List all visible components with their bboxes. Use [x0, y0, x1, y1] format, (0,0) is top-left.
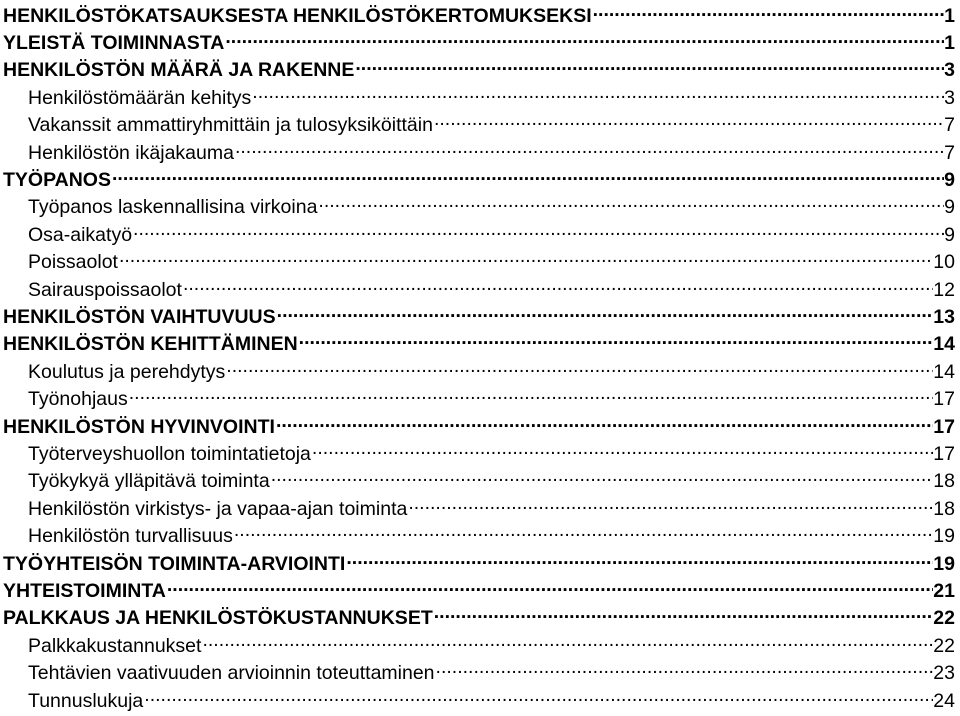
toc-page-number: 3 [944, 86, 955, 109]
toc-page-number: 21 [933, 579, 955, 602]
toc-dot-leader [224, 29, 944, 49]
toc-entry-title: Tunnuslukuja [28, 689, 144, 712]
toc-entry[interactable] [0, 605, 955, 632]
toc-entry-title: Henkilöstömäärän kehitys [28, 86, 252, 109]
toc-entry-title: YLEISTÄ TOIMINNASTA [3, 31, 225, 54]
toc-entry-title: Osa-aikatyö [28, 223, 133, 246]
toc-dot-leader [433, 112, 944, 132]
toc-entry-title: TYÖPANOS [3, 168, 111, 191]
toc-dot-leader [276, 303, 934, 323]
toc-page-number: 9 [944, 223, 955, 246]
toc-page-number: 18 [933, 470, 955, 493]
toc-entry-title: HENKILÖSTÖN VAIHTUVUUS [3, 305, 276, 328]
toc-entry-title: PALKKAUS JA HENKILÖSTÖKUSTANNUKSET [3, 607, 433, 630]
toc-entry[interactable] [0, 84, 955, 111]
toc-dot-leader [407, 495, 933, 515]
toc-page-number: 24 [933, 689, 955, 712]
toc-entry[interactable] [0, 112, 955, 139]
toc-entry[interactable] [0, 632, 955, 659]
toc-entry-title: Työkykyä ylläpitävä toiminta [28, 470, 270, 493]
toc-entry[interactable] [0, 331, 955, 358]
toc-dot-leader [592, 2, 945, 22]
toc-entry-title: YHTEISTOIMINTA [3, 579, 166, 602]
toc-dot-leader [298, 331, 934, 351]
toc-dot-leader [345, 550, 933, 570]
toc-page-number: 19 [933, 552, 955, 575]
toc-entry[interactable] [0, 194, 955, 221]
toc-dot-leader [311, 440, 933, 460]
toc-dot-leader [270, 468, 934, 488]
toc-entry-title: Palkkakustannukset [28, 634, 202, 657]
toc-entry-title: TYÖYHTEISÖN TOIMINTA-ARVIOINTI [3, 552, 346, 575]
toc-dot-leader [201, 632, 933, 652]
toc-entry-title: Työterveyshuollon toimintatietoja [28, 442, 311, 465]
toc-page-number: 18 [933, 497, 955, 520]
toc-dot-leader [166, 577, 933, 597]
toc-page-number: 22 [933, 634, 955, 657]
toc-dot-leader [251, 84, 944, 104]
toc-entry-title: Sairauspoissaolot [28, 278, 182, 301]
toc-dot-leader [234, 139, 944, 159]
toc-entry[interactable] [0, 57, 955, 84]
toc-entry[interactable] [0, 523, 955, 550]
toc-dot-leader [435, 660, 934, 680]
toc-entry[interactable] [0, 303, 955, 330]
toc-entry-title: Henkilöstön ikäjakauma [28, 141, 234, 164]
toc-page-number: 17 [933, 442, 955, 465]
toc-dot-leader [132, 221, 944, 241]
toc-entry[interactable] [0, 660, 955, 687]
toc-entry[interactable] [0, 440, 955, 467]
toc-entry-title: Koulutus ja perehdytys [28, 360, 226, 383]
toc-page-number: 14 [933, 360, 955, 383]
toc-page-number: 1 [944, 31, 955, 54]
toc-page-number: 14 [933, 333, 955, 356]
toc-entry-title: HENKILÖSTÖN KEHITTÄMINEN [3, 333, 298, 356]
toc-page-number: 23 [933, 662, 955, 685]
toc-entry-title: Tehtävien vaativuuden arvioinnin toteuttaminen [28, 662, 435, 685]
toc-dot-leader [275, 413, 933, 433]
toc-page-number: 10 [933, 251, 955, 274]
toc-page-number: 7 [944, 114, 955, 137]
toc-dot-leader [111, 166, 944, 186]
toc-dot-leader [233, 523, 933, 543]
toc-page-number: 17 [933, 415, 955, 438]
toc-dot-leader [128, 386, 934, 406]
toc-entry[interactable] [0, 2, 955, 29]
toc-entry[interactable] [0, 358, 955, 385]
toc-entry[interactable] [0, 687, 955, 714]
toc-entry[interactable] [0, 139, 955, 166]
toc-entry-title: Henkilöstön turvallisuus [28, 525, 233, 548]
toc-entry[interactable] [0, 29, 955, 56]
toc-page-number: 1 [944, 4, 955, 27]
toc-dot-leader [143, 687, 933, 707]
toc-page-number: 7 [944, 141, 955, 164]
toc-entry[interactable] [0, 386, 955, 413]
toc-entry-title: Henkilöstön virkistys- ja vapaa-ajan toiminta [28, 497, 408, 520]
toc-dot-leader [182, 276, 933, 296]
toc-dot-leader [225, 358, 933, 378]
toc-page-number: 9 [944, 168, 955, 191]
toc-page-number: 12 [933, 278, 955, 301]
toc-page-number: 19 [933, 525, 955, 548]
toc-dot-leader [118, 249, 933, 269]
toc-entry[interactable] [0, 166, 955, 193]
toc-entry[interactable] [0, 413, 955, 440]
toc-entry[interactable] [0, 468, 955, 495]
toc-entry-title: HENKILÖSTÖN HYVINVOINTI [3, 415, 275, 438]
toc-entry-title: Vakanssit ammattiryhmittäin ja tulosyksiköittäin [28, 114, 433, 137]
toc-dot-leader [433, 605, 934, 625]
toc-page-number: 9 [944, 196, 955, 219]
toc-entry-title: HENKILÖSTÖN MÄÄRÄ JA RAKENNE [3, 59, 355, 82]
toc-entry[interactable] [0, 550, 955, 577]
toc-dot-leader [354, 57, 944, 77]
toc-page-number: 13 [933, 305, 955, 328]
toc-page-number: 3 [944, 59, 955, 82]
toc-entry[interactable] [0, 495, 955, 522]
toc-entry[interactable] [0, 249, 955, 276]
toc-entry-title: HENKILÖSTÖKATSAUKSESTA HENKILÖSTÖKERTOMUKSEKSI [3, 4, 592, 27]
toc-entry[interactable] [0, 221, 955, 248]
toc-page-number: 22 [933, 607, 955, 630]
toc-entry[interactable] [0, 276, 955, 303]
toc-entry-title: Työnohjaus [28, 388, 128, 411]
toc-entry-title: Työpanos laskennallisina virkoina [28, 196, 318, 219]
toc-entry-title: Poissaolot [28, 251, 118, 274]
toc-dot-leader [317, 194, 944, 214]
toc-page-number: 17 [933, 388, 955, 411]
toc-entry[interactable] [0, 577, 955, 604]
